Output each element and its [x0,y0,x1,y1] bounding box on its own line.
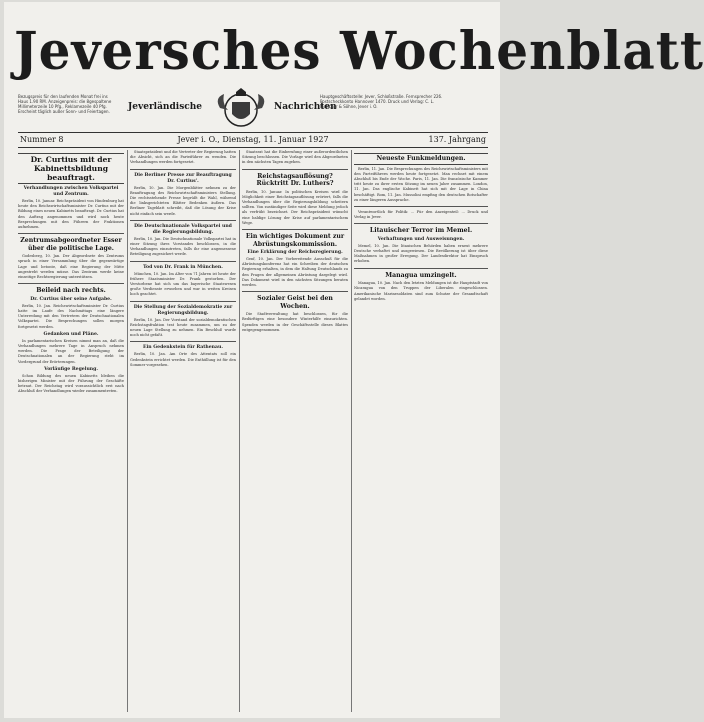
article-body: Berlin, 10. Jan. Am Orte des Attentats soll ein Gedenkstein errichtet werden. Die Enthüllung ist für den Sommer vorgesehen. [130,352,236,367]
newspaper-page [4,2,704,718]
article-body: In parlamentarischen Kreisen nimmt man an, daß die Verhandlungen mehrere Tage in Anspruch nehmen werden. Die Frage der Beteiligung der Deutschnationalen an der Regierung steht im Vordergrund der Erörterungen. [18,338,124,364]
article-headline: Litauischer Terror im Memel. [369,227,473,235]
article-headline: Beileid nach rechts. [36,287,106,295]
publisher-info: Hauptgeschäftsstelle: Jever, Schloßstraße. Fernsprecher 226. Postscheckkonto Hannover 1470. Druck und Verlag: C. L. Mettcker & Söhne, Jever i. O. [320,94,443,109]
article-subheadline: Vorläufige Regelung. [44,366,98,372]
divider [354,268,488,269]
bottom-rule [18,147,488,148]
article-body: Die Stadtverwaltung hat beschlossen, für die Bedürftigen eine besondere Winterhilfe einzurichten. Spenden werden in der Geschäftsstelle dieses Blattes entgegengenommen. [242,312,348,332]
article-headline: Managua umzingelt. [385,271,457,279]
column-divider [351,150,352,712]
divider [18,283,124,284]
divider [242,229,348,230]
article-body: Berlin, 10. Jan. Reichswirtschaftsminister Dr. Curtius hatte im Laufe des Nachmittags eine längere Unterredung mit den Vertretern der Deutschnationalen Volkspartei. Die Besprechungen sollen morgen fortgesetzt werden. [18,303,124,329]
article-body: Berlin, 11. Jan. Die Besprechungen des Reichswirtschaftsministers mit den Parteiführern werden heute fortgesetzt. Man rechnet mit einem Abschluß bis Ende der Woche. Paris, 11. Jan. Die französische Kammer tritt heute zu ihrer ersten Sitzung im neuen Jahre zusammen. London, 11. Jan. Das englische Kabinett hat sich mit der Lage in China beschäftigt. Rom, 11. Jan. Mussolini empfing den deutschen Botschafter zu einer längeren Aussprache. [354,166,488,202]
top-rule [18,132,488,133]
column-4 [354,150,488,712]
divider [242,291,348,292]
article-body: Genf, 10. Jan. Der Vorbereitende Ausschuß für die Abrüstungskonferenz hat ein Schreiben der deutschen Regierung erhalten, in dem die Haltung Deutschlands zu den Fragen der allgemeinen Abrüstung dargelegt wird. Das Dokument wird in den nächsten Sitzungen beraten werden. [242,257,348,288]
masthead-title: Jeversches Wochenblatt [14,19,704,82]
dateline [18,134,488,146]
divider [130,341,236,342]
article-headline: Die Deutschnationale Volkspartei und die Regierungsbildung. [134,223,232,235]
article-headline: Neueste Funkmeldungen. [354,153,488,165]
article-body: Managua, 10. Jan. Nach den letzten Meldungen ist die Hauptstadt von Nicaragua von den Truppen der Liberalen eingeschlossen. Amerikanische Marinesoldaten sind zum Schutze der Gesandtschaft gelandet worden. [354,281,488,301]
article-body: Memel, 10. Jan. Die litauischen Behörden haben erneut mehrere Deutsche verhaftet und ausgewiesen. Die Bevölkerung ist über diese Maßnahmen in großer Erregung. Der Landesdirektor hat Einspruch erhoben. [354,243,488,264]
divider [354,223,488,224]
issue-date: Jever i. O., Dienstag, 11. Januar 1927 [177,135,329,144]
divider [242,169,348,170]
article-subheadline: Gedanken und Pläne. [43,331,99,337]
column-3 [242,150,348,712]
article-headline: Dr. Curtius mit der Kabinettsbildung beauftragt. [18,153,124,184]
notice-text: Verantwortlich für Politik: ... Für den Anzeigenteil: ... Druck und Verlag in Jever. [354,209,488,220]
article-headline: Zentrumsabgeordneter Esser über die politische Lage. [20,237,122,252]
article-body: Berlin, 10. Januar. Reichspräsident von Hindenburg hat heute den Reichswirtschaftsminister Dr. Curtius mit der Bildung eines neuen Kabinetts beauftragt. Dr. Curtius hat den Auftrag angenommen und wird noch heute Besprechungen mit den Führern der Fraktionen aufnehmen. [18,199,124,230]
article-subheadline: Dr. Curtius über seine Aufgabe. [30,296,112,302]
article-headline: Die Berliner Presse zur Beauftragung Dr. Curtius'. [134,172,232,184]
article-headline: Ein wichtiges Dokument zur Abrüstungskommission. [245,233,345,248]
coat-of-arms-emblem [212,88,270,130]
article-body: Berlin, 10. Januar. In politischen Kreisen wird die Möglichkeit einer Reichstagsauflösung erörtert, falls die Verhandlungen über die Regierungsbildung scheitern sollten. Von zuständiger Seite wird diese Meldung jedoch als verfrüht bezeichnet. Der Reichspräsident wünscht eine baldige Lösung der Krise auf parlamentarischem Wege. [242,189,348,225]
column-divider [127,150,128,712]
column-2 [130,150,236,712]
column-1 [18,150,124,712]
subscription-info: Bezugspreis für den laufenden Monat frei ins Haus 1.90 RM. Anzeigenpreis: die 8gespaltene Millimeterzeile 10 Pfg., Reklamezeile 40 Pfg. Erscheint täglich außer Sonn- und Feiertagen. [18,94,112,114]
divider [18,233,124,234]
divider [130,261,236,262]
article-headline: Tod von Dr. Frank in München. [143,264,223,270]
article-headline: Ein Gedenkstein für Rathenau. [143,345,223,351]
article-body: Godesberg, 10. Jan. Der Abgeordnete des Zentrums sprach in einer Versammlung über die gegenwärtige Lage und betonte, daß eine Regierung der Mitte angestrebt werden müsse. Das Zentrum werde keine einseitige Rechtsregierung unterstützen. [18,254,124,280]
article-body: Staatsrat hat die Einberufung einer außerordentlichen Sitzung beschlossen. Die Vorlage wird den Abgeordneten in den nächsten Tagen zugehen. [242,150,348,165]
article-body: Berlin, 10. Jan. Die Deutschnationale Volkspartei hat in einer Sitzung ihres Vorstandes beschlossen, in die Verhandlungen einzutreten, falls ihr eine angemessene Beteiligung zugesichert werde. [130,236,236,257]
article-headline: Die Stellung der Sozialdemokratie zur Regierungsbildung. [133,304,233,316]
article-body: Berlin, 10. Jan. Die Morgenblätter nehmen zu der Beauftragung des Reichswirtschaftsministers Stellung. Die rechtsstehende Presse begrüßt die Wahl, während die linksgerichteten Blätter Bedenken äußern. Das Berliner Tageblatt schreibt, daß die Lösung der Krise nicht einfach sein werde. [130,185,236,216]
article-subheadline: Verhandlungen zwischen Volkspartei und Zentrum. [23,186,119,197]
divider [130,301,236,302]
article-headline: Sozialer Geist bei den Wochen. [257,295,333,310]
column-divider [239,150,240,712]
article-body: Berlin, 10. Jan. Der Vorstand der sozialdemokratischen Reichstagsfraktion trat heute zusammen, um zu der neuen Lage Stellung zu nehmen. Ein Beschluß wurde noch nicht gefaßt. [130,317,236,338]
article-body: München, 10. Jan. Im Alter von 71 Jahren ist heute der frühere Staatsminister Dr. Frank gestorben. Der Verstorbene hat sich um das bayerische Staatswesen große Verdienste erworben und war in weiten Kreisen hoch geachtet. [130,271,236,297]
issue-number: Nummer 8 [20,135,64,144]
article-body: Schon Bildung des neuen Kabinetts bleiben die bisherigen Minister mit der Führung der Geschäfte betraut. Der Reichstag wird voraussichtlich erst nach Abschluß der Verhandlungen wieder zusammentreten. [18,373,124,394]
masthead-subtitle-right: Nachrichten [274,102,337,112]
masthead-subtitle-left: Jeverländische [128,102,203,112]
article-headline: Reichstagsauflösung? Rücktritt Dr. Luthers? [256,172,334,188]
article-subheadline: Verhaftungen und Ausweisungen. [377,236,465,242]
divider [354,206,488,207]
article-body: Staatspräsident und die Vertreter der Regierung hatten die Absicht, sich an die Parteiführer zu wenden. Die Verhandlungen werden fortgesetzt. [130,150,236,165]
article-subheadline: Eine Erklärung der Reichsregierung. [247,250,343,256]
volume-year: 137. Jahrgang [428,135,486,144]
divider [130,169,236,170]
divider [130,220,236,221]
